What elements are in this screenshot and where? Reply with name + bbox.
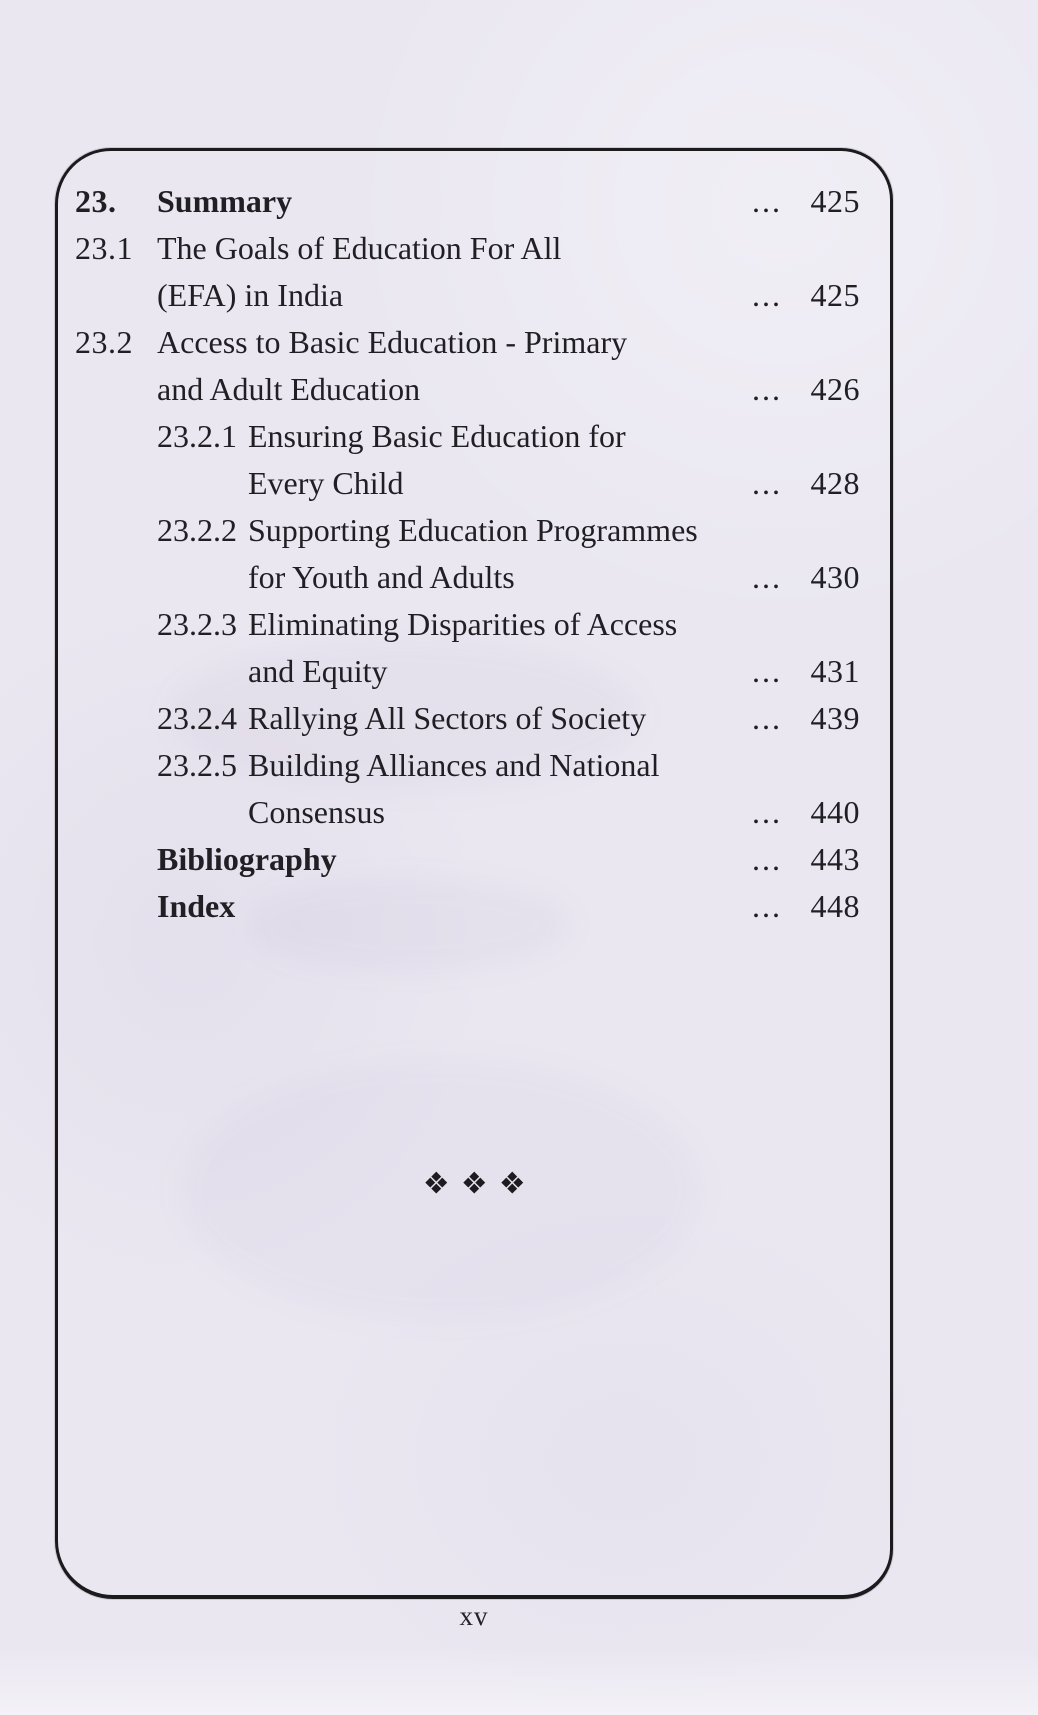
toc-entry-number: 23.1 [75,230,133,266]
toc-entry-title [157,225,752,272]
toc-entry-text: Eliminating Disparities of Access [248,606,678,642]
section-divider [58,1173,890,1191]
toc-entry-text: Index [157,888,236,924]
toc-subentry-number: 23.2.4 [157,700,237,736]
toc-page-number: 440 [810,794,860,830]
dot-leader: ... [752,559,782,595]
dot-leader: ... [752,841,782,877]
diamond-cluster-icon [427,1173,445,1191]
toc-entry-title [157,178,752,225]
toc-page-ref [752,554,860,601]
dot-leader: ... [752,888,782,924]
toc-row [75,601,860,648]
toc-subentry-number: 23.2.2 [157,512,237,548]
toc-subentry-number: 23.2.5 [157,747,237,783]
dot-leader: ... [752,794,782,830]
toc-row [75,225,860,272]
toc-page-ref [752,695,860,742]
toc-entry-text: for Youth and Adults [248,559,515,595]
toc-page-ref [752,836,860,883]
toc-page-number: 425 [810,183,860,219]
toc-entry-text: Bibliography [157,841,337,877]
dot-leader: ... [752,700,782,736]
toc-row [75,178,860,225]
toc-page-number: 425 [810,277,860,313]
toc-row [75,413,860,460]
toc-row [75,507,860,554]
table-of-contents [75,178,860,930]
toc-entry-title [157,366,752,413]
toc-page-number: 428 [810,465,860,501]
toc-page-number: 439 [810,700,860,736]
toc-page-ref [752,178,860,225]
toc-entry-title [157,413,752,460]
toc-page-number: 448 [810,888,860,924]
toc-page-ref [752,789,860,836]
toc-entry-number: 23.2 [75,324,133,360]
toc-page-ref [752,648,860,695]
toc-page-ref [752,460,860,507]
toc-row [75,272,860,319]
dot-leader: ... [752,277,782,313]
toc-entry-title [157,507,752,554]
dot-leader: ... [752,371,782,407]
toc-entry-text: and Equity [248,653,388,689]
toc-row [75,648,860,695]
toc-entry-text: Consensus [248,794,385,830]
diamond-cluster-icon [503,1173,521,1191]
toc-row [75,319,860,366]
toc-entry-text: Access to Basic Education - Primary [157,324,628,360]
diamond-cluster-icon [465,1173,483,1191]
toc-entry-title [157,272,752,319]
toc-subentry-number: 23.2.3 [157,606,237,642]
toc-entry-title [157,883,752,930]
toc-entry-title [157,695,752,742]
dot-leader: ... [752,465,782,501]
toc-entry-text: and Adult Education [157,371,421,407]
dot-leader: ... [752,653,782,689]
toc-entry-title [157,648,752,695]
toc-entry-title [157,742,752,789]
toc-subentry-number: 23.2.1 [157,418,237,454]
toc-entry-text: (EFA) in India [157,277,344,313]
toc-page-ref [752,883,860,930]
toc-entry-title [157,836,752,883]
toc-row [75,836,860,883]
toc-entry-text: Every Child [248,465,404,501]
toc-row [75,366,860,413]
toc-page-number: 431 [810,653,860,689]
toc-entry-title [157,601,752,648]
toc-entry-number: 23. [75,183,117,219]
toc-row [75,742,860,789]
page-number: xv [459,1601,489,1631]
toc-entry-text: Supporting Education Programmes [248,512,698,548]
toc-entry-title [157,319,752,366]
toc-entry-text: Building Alliances and National [248,747,660,783]
toc-entry-title [157,789,752,836]
toc-entry-text: Summary [157,183,293,219]
toc-entry-text: The Goals of Education For All [157,230,562,266]
toc-page-ref [752,272,860,319]
toc-page-number: 426 [810,371,860,407]
toc-row [75,789,860,836]
toc-row [75,460,860,507]
toc-entry-text: Ensuring Basic Education for [248,418,626,454]
toc-row [75,695,860,742]
toc-entry-title [157,554,752,601]
toc-row [75,554,860,601]
toc-page-number: 443 [810,841,860,877]
toc-page-number: 430 [810,559,860,595]
toc-row [75,883,860,930]
toc-entry-text: Rallying All Sectors of Society [248,700,647,736]
toc-entry-title [157,460,752,507]
dot-leader: ... [752,183,782,219]
contents-frame [55,148,893,1599]
toc-page-ref [752,366,860,413]
